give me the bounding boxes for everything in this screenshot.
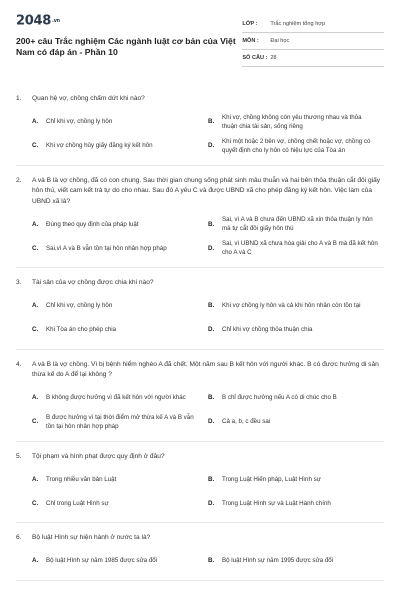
- question-body: A và B là vợ chồng. Vì bị bệnh hiểm nghèo A đã chết. Một năm sau B kết hôn với người khác. B có được hưởng di sản thừa kế do A để lại không ?: [32, 360, 379, 378]
- answer-option[interactable]: [208, 549, 384, 573]
- answer-option[interactable]: [208, 236, 384, 260]
- question-item: [16, 452, 384, 524]
- option-text: Chỉ khi vợ chồng thỏa thuận chia: [222, 326, 313, 333]
- option-letter: D.: [208, 142, 215, 149]
- meta-value: Đại học: [270, 38, 290, 44]
- option-text: Khi vợ chồng hủy giấy đăng ký kết hôn: [46, 142, 153, 149]
- option-letter: D.: [208, 499, 215, 507]
- meta-row-count: [242, 50, 384, 67]
- answer-option[interactable]: [32, 236, 208, 260]
- option-letter: B.: [208, 118, 215, 125]
- question-item: [16, 360, 384, 442]
- option-letter: A.: [32, 394, 39, 401]
- question-item: [16, 94, 384, 166]
- logo-main: 2048: [16, 13, 51, 29]
- option-text: Khi một hoặc 2 bên vợ, chồng chết hoặc vợ, chồng có quyết định cho ly hôn có hiệu lực của Tòa án: [222, 137, 371, 154]
- question-number: 2.: [16, 176, 22, 184]
- question-text: [16, 452, 384, 463]
- option-letter: B.: [208, 220, 215, 228]
- option-letter: C.: [32, 326, 39, 333]
- answer-option[interactable]: [32, 410, 208, 434]
- answer-option[interactable]: [32, 318, 208, 342]
- option-letter: C.: [32, 244, 39, 252]
- option-letter: D.: [208, 326, 215, 333]
- option-text: Khi Tòa án cho phép chia: [46, 326, 117, 333]
- question-text: [16, 278, 384, 289]
- option-text: B không được hưởng vì đã kết hôn với người khác: [46, 394, 186, 401]
- answer-option[interactable]: [32, 386, 208, 410]
- answer-option[interactable]: [32, 549, 208, 573]
- option-letter: A.: [32, 302, 39, 309]
- meta-label: MÔN :: [242, 38, 259, 44]
- brand-block: [16, 14, 242, 84]
- answer-options: [16, 467, 384, 523]
- answer-option[interactable]: [208, 110, 384, 134]
- answer-option[interactable]: [32, 212, 208, 236]
- meta-value: Trắc nghiệm tổng hợp: [270, 21, 326, 27]
- option-text: Khi vợ chồng ly hôn và cả khi hôn nhân còn tồn tại: [222, 302, 361, 309]
- question-body: Tội phạm và hình phạt được quy định ở đâu?: [32, 452, 165, 460]
- answer-option[interactable]: [208, 386, 384, 410]
- option-text: Chỉ khi vợ, chồng ly hôn: [46, 302, 113, 309]
- question-number: 1.: [16, 95, 22, 102]
- answer-option[interactable]: [208, 294, 384, 318]
- option-letter: D.: [208, 418, 215, 425]
- question-number: 6.: [16, 534, 22, 541]
- answer-options: [16, 110, 384, 166]
- answer-option[interactable]: [208, 318, 384, 342]
- document-title: 200+ câu Trắc nghiệm Các ngành luật cơ bản của Việt Nam có đáp án - Phần 10: [16, 35, 236, 57]
- answer-option[interactable]: [32, 491, 208, 515]
- question-list: [16, 94, 384, 581]
- meta-row-class: [242, 16, 384, 33]
- option-text: Chỉ khi vợ, chồng ly hôn: [46, 118, 113, 125]
- option-text: Bộ luật Hình sự năm 1985 được sửa đổi: [46, 557, 158, 564]
- meta-table: [242, 16, 384, 84]
- answer-option[interactable]: [208, 134, 384, 158]
- option-letter: B.: [208, 302, 215, 309]
- answer-option[interactable]: [32, 467, 208, 491]
- option-letter: A.: [32, 220, 39, 228]
- answer-option[interactable]: [208, 410, 384, 434]
- question-number: 4.: [16, 360, 22, 368]
- question-number: 3.: [16, 279, 22, 286]
- option-letter: A.: [32, 475, 39, 483]
- answer-options: [16, 294, 384, 350]
- question-body: Quan hệ vợ, chồng chấm dứt khi nào?: [32, 95, 145, 102]
- option-text: Đúng theo quy định của pháp luật: [46, 220, 139, 228]
- question-text: [16, 533, 384, 544]
- option-letter: A.: [32, 118, 39, 125]
- question-item: [16, 278, 384, 350]
- option-text: Bộ luật Hình sự năm 1995 được sửa đổi: [222, 557, 334, 564]
- option-letter: B.: [208, 475, 215, 483]
- option-letter: D.: [208, 244, 215, 252]
- question-body: A và B là vợ chồng, đã có con chung. Sau thời gian chung sống phát sinh mâu thuẫn và hai bên thỏa thuận cắt đôi giấy hôn thú, viết cam kết trả tự do cho nhau. Sau đó A yêu C và được UBND xã cho phép đăng ký kết hôn. Việc làm của UBND xã là?: [32, 176, 381, 205]
- option-text: Sai, vì UBND xã chưa hòa giải cho A và B mà đã kết hôn cho A và C: [222, 240, 378, 256]
- answer-option[interactable]: [32, 110, 208, 134]
- option-text: Khi vợ, chồng không còn yêu thương nhau và thỏa thuận chia tài sản, sống riêng: [222, 113, 362, 130]
- question-text: [16, 360, 384, 381]
- question-text: [16, 94, 384, 105]
- option-text: Trong Luật Hình sự và Luật Hành chính: [222, 499, 331, 507]
- question-item: [16, 533, 384, 581]
- meta-label: SỐ CÂU :: [242, 55, 268, 61]
- question-body: Bộ luật Hình sự hiện hành ở nước ta là?: [32, 534, 151, 541]
- option-text: B chỉ được hưởng nếu A có di chúc cho B: [222, 394, 337, 401]
- option-letter: A.: [32, 557, 39, 564]
- option-letter: C.: [32, 418, 39, 425]
- option-letter: B.: [208, 394, 215, 401]
- answer-option[interactable]: [208, 212, 384, 236]
- meta-value: 28: [270, 55, 277, 61]
- question-body: Tài sản của vợ chồng được chia khi nào?: [32, 279, 154, 286]
- meta-row-subject: [242, 33, 384, 50]
- answer-options: [16, 386, 384, 442]
- question-item: [16, 176, 384, 269]
- option-text: B được hưởng vì tại thời điểm mở thừa kế A và B vẫn tồn tại hôn nhân hợp pháp: [46, 413, 194, 430]
- answer-option[interactable]: [208, 467, 384, 491]
- option-letter: B.: [208, 557, 215, 564]
- option-text: Trong Luật Hiến pháp, Luật Hình sự: [222, 475, 321, 483]
- answer-option[interactable]: [32, 294, 208, 318]
- logo-tld: .vn: [51, 18, 60, 24]
- option-text: Sai,vì A và B vẫn tồn tại hôn nhân hợp pháp: [46, 244, 167, 252]
- option-text: Sai, vì A và B chưa đến UBND xã xin thỏa thuận ly hôn mà tự cắt đôi giấy hôn thú: [222, 216, 373, 232]
- option-text: Cả a, b, c đều sai: [222, 418, 271, 425]
- option-text: Trong nhiều văn bản Luật: [46, 475, 117, 483]
- meta-label: LỚP :: [242, 21, 258, 27]
- option-letter: C.: [32, 142, 39, 149]
- question-number: 5.: [16, 452, 22, 460]
- answer-option[interactable]: [208, 491, 384, 515]
- option-letter: C.: [32, 499, 39, 507]
- answer-options: [16, 212, 384, 268]
- document-header: [16, 14, 384, 84]
- question-text: [16, 176, 384, 208]
- option-text: Chỉ trong Luật Hình sự: [46, 499, 109, 507]
- answer-options: [16, 549, 384, 581]
- answer-option[interactable]: [32, 134, 208, 158]
- site-logo[interactable]: [16, 14, 242, 29]
